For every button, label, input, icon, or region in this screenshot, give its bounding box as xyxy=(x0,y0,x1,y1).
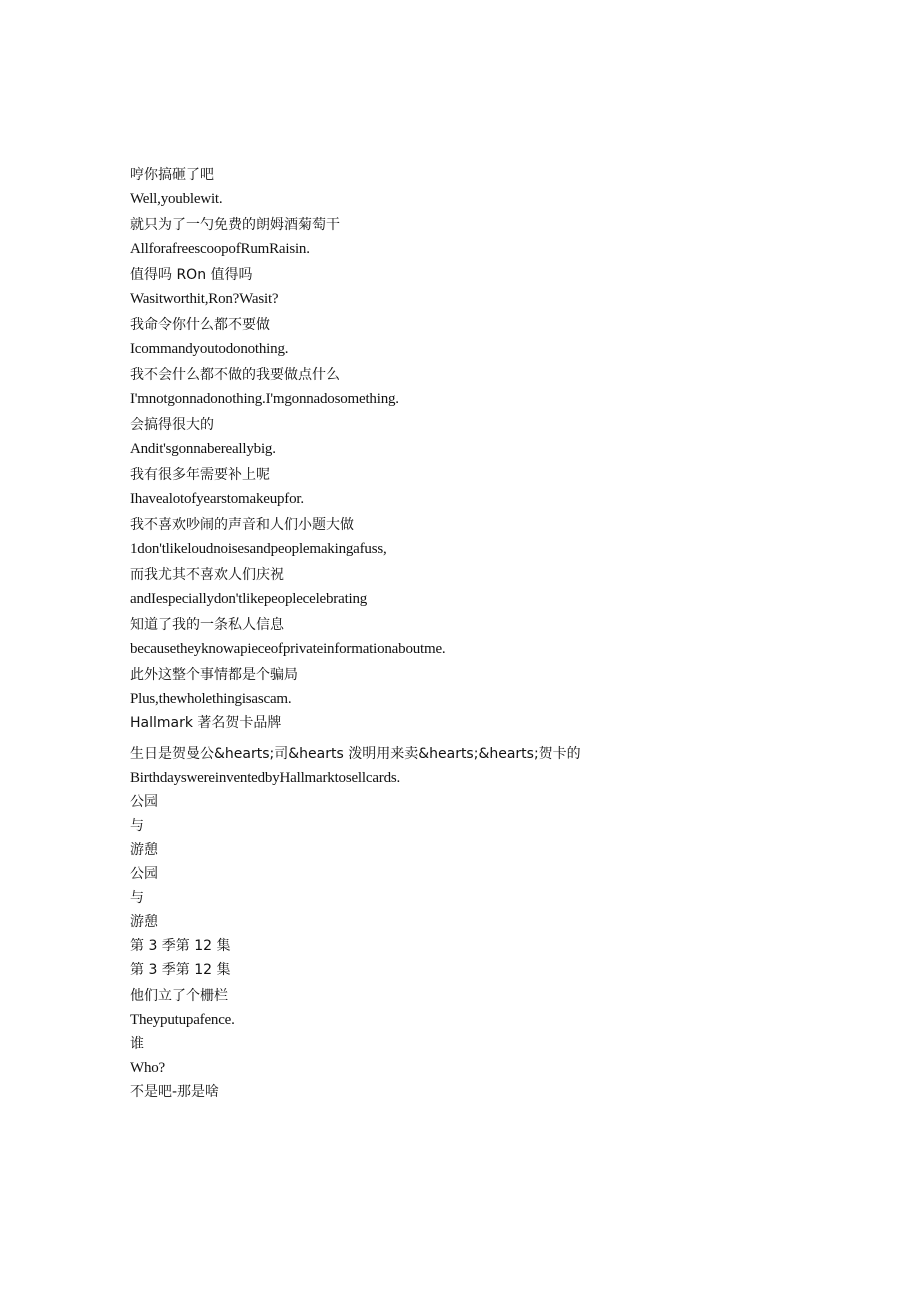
subtitle-zh-13: 他们立了个栅栏 xyxy=(130,988,228,1004)
subtitle-en-2: AllforafreescoopofRumRaisin. xyxy=(130,241,310,257)
subtitle-zh-7: 我有很多年需要补上呢 xyxy=(130,467,270,483)
subtitle-zh-2: 就只为了一勺免费的朗姆酒菊萄干 xyxy=(130,217,340,233)
subtitle-zh-14: 谁 xyxy=(130,1036,144,1052)
subtitle-en-12: BirthdayswereinventedbyHallmarktosellcards. xyxy=(130,770,401,786)
show-title-and-repeat: 与 xyxy=(130,890,144,906)
subtitle-zh-5: 我不会什么都不做的我要做点什么 xyxy=(130,367,340,383)
show-title-park: 公园 xyxy=(130,794,158,810)
subtitle-transcript xyxy=(130,164,810,1105)
subtitle-zh-12: 生日是贺曼公&hearts;司&hearts 泼明用来卖&hearts;&hearts;贺卡的 xyxy=(130,746,581,762)
subtitle-zh-15: 不是吧-那是啥 xyxy=(130,1084,220,1100)
show-title-recreation-repeat: 游憩 xyxy=(130,914,158,930)
show-title-park-repeat: 公园 xyxy=(130,866,158,882)
subtitle-en-9: andIespeciallydon'tlikepeoplecelebrating xyxy=(130,591,368,607)
subtitle-zh-8: 我不喜欢吵闹的声音和人们小题大做 xyxy=(130,517,354,533)
subtitle-zh-4: 我命令你什么都不要做 xyxy=(130,317,270,333)
subtitle-en-11: Plus,thewholethingisascam. xyxy=(130,691,292,707)
episode-label: 第 3 季第 12 集 xyxy=(130,938,231,954)
subtitle-en-14: Who? xyxy=(130,1060,166,1076)
subtitle-en-6: Andit'sgonnabereallybig. xyxy=(130,441,276,457)
subtitle-en-10: becausetheyknowapieceofprivateinformationaboutme. xyxy=(130,641,446,657)
subtitle-zh-11: 此外这整个事情都是个骗局 xyxy=(130,667,298,683)
subtitle-zh-9: 而我尤其不喜欢人们庆祝 xyxy=(130,567,284,583)
show-title-and: 与 xyxy=(130,818,144,834)
subtitle-en-3: Wasitworthit,Ron?Wasit? xyxy=(130,291,279,307)
subtitle-en-4: Icommandyoutodonothing. xyxy=(130,341,289,357)
subtitle-en-13: Theyputupafence. xyxy=(130,1012,235,1028)
subtitle-zh-10: 知道了我的一条私人信息 xyxy=(130,617,284,633)
show-title-recreation: 游憩 xyxy=(130,842,158,858)
subtitle-note-hallmark: Hallmark 著名贺卡品牌 xyxy=(130,715,282,731)
subtitle-en-1: Well,youblewit. xyxy=(130,191,223,207)
episode-label-repeat: 第 3 季第 12 集 xyxy=(130,962,231,978)
subtitle-zh-1: 哼你搞砸了吧 xyxy=(130,167,214,183)
subtitle-en-7: Ihavealotofyearstomakeupfor. xyxy=(130,491,304,507)
subtitle-zh-6: 会搞得很大的 xyxy=(130,417,214,433)
subtitle-en-5: I'mnotgonnadonothing.I'mgonnadosomething. xyxy=(130,391,399,407)
subtitle-en-8: 1don'tlikeloudnoisesandpeoplemakingafuss, xyxy=(130,541,387,557)
subtitle-zh-3: 值得吗 ROn 值得吗 xyxy=(130,267,253,283)
